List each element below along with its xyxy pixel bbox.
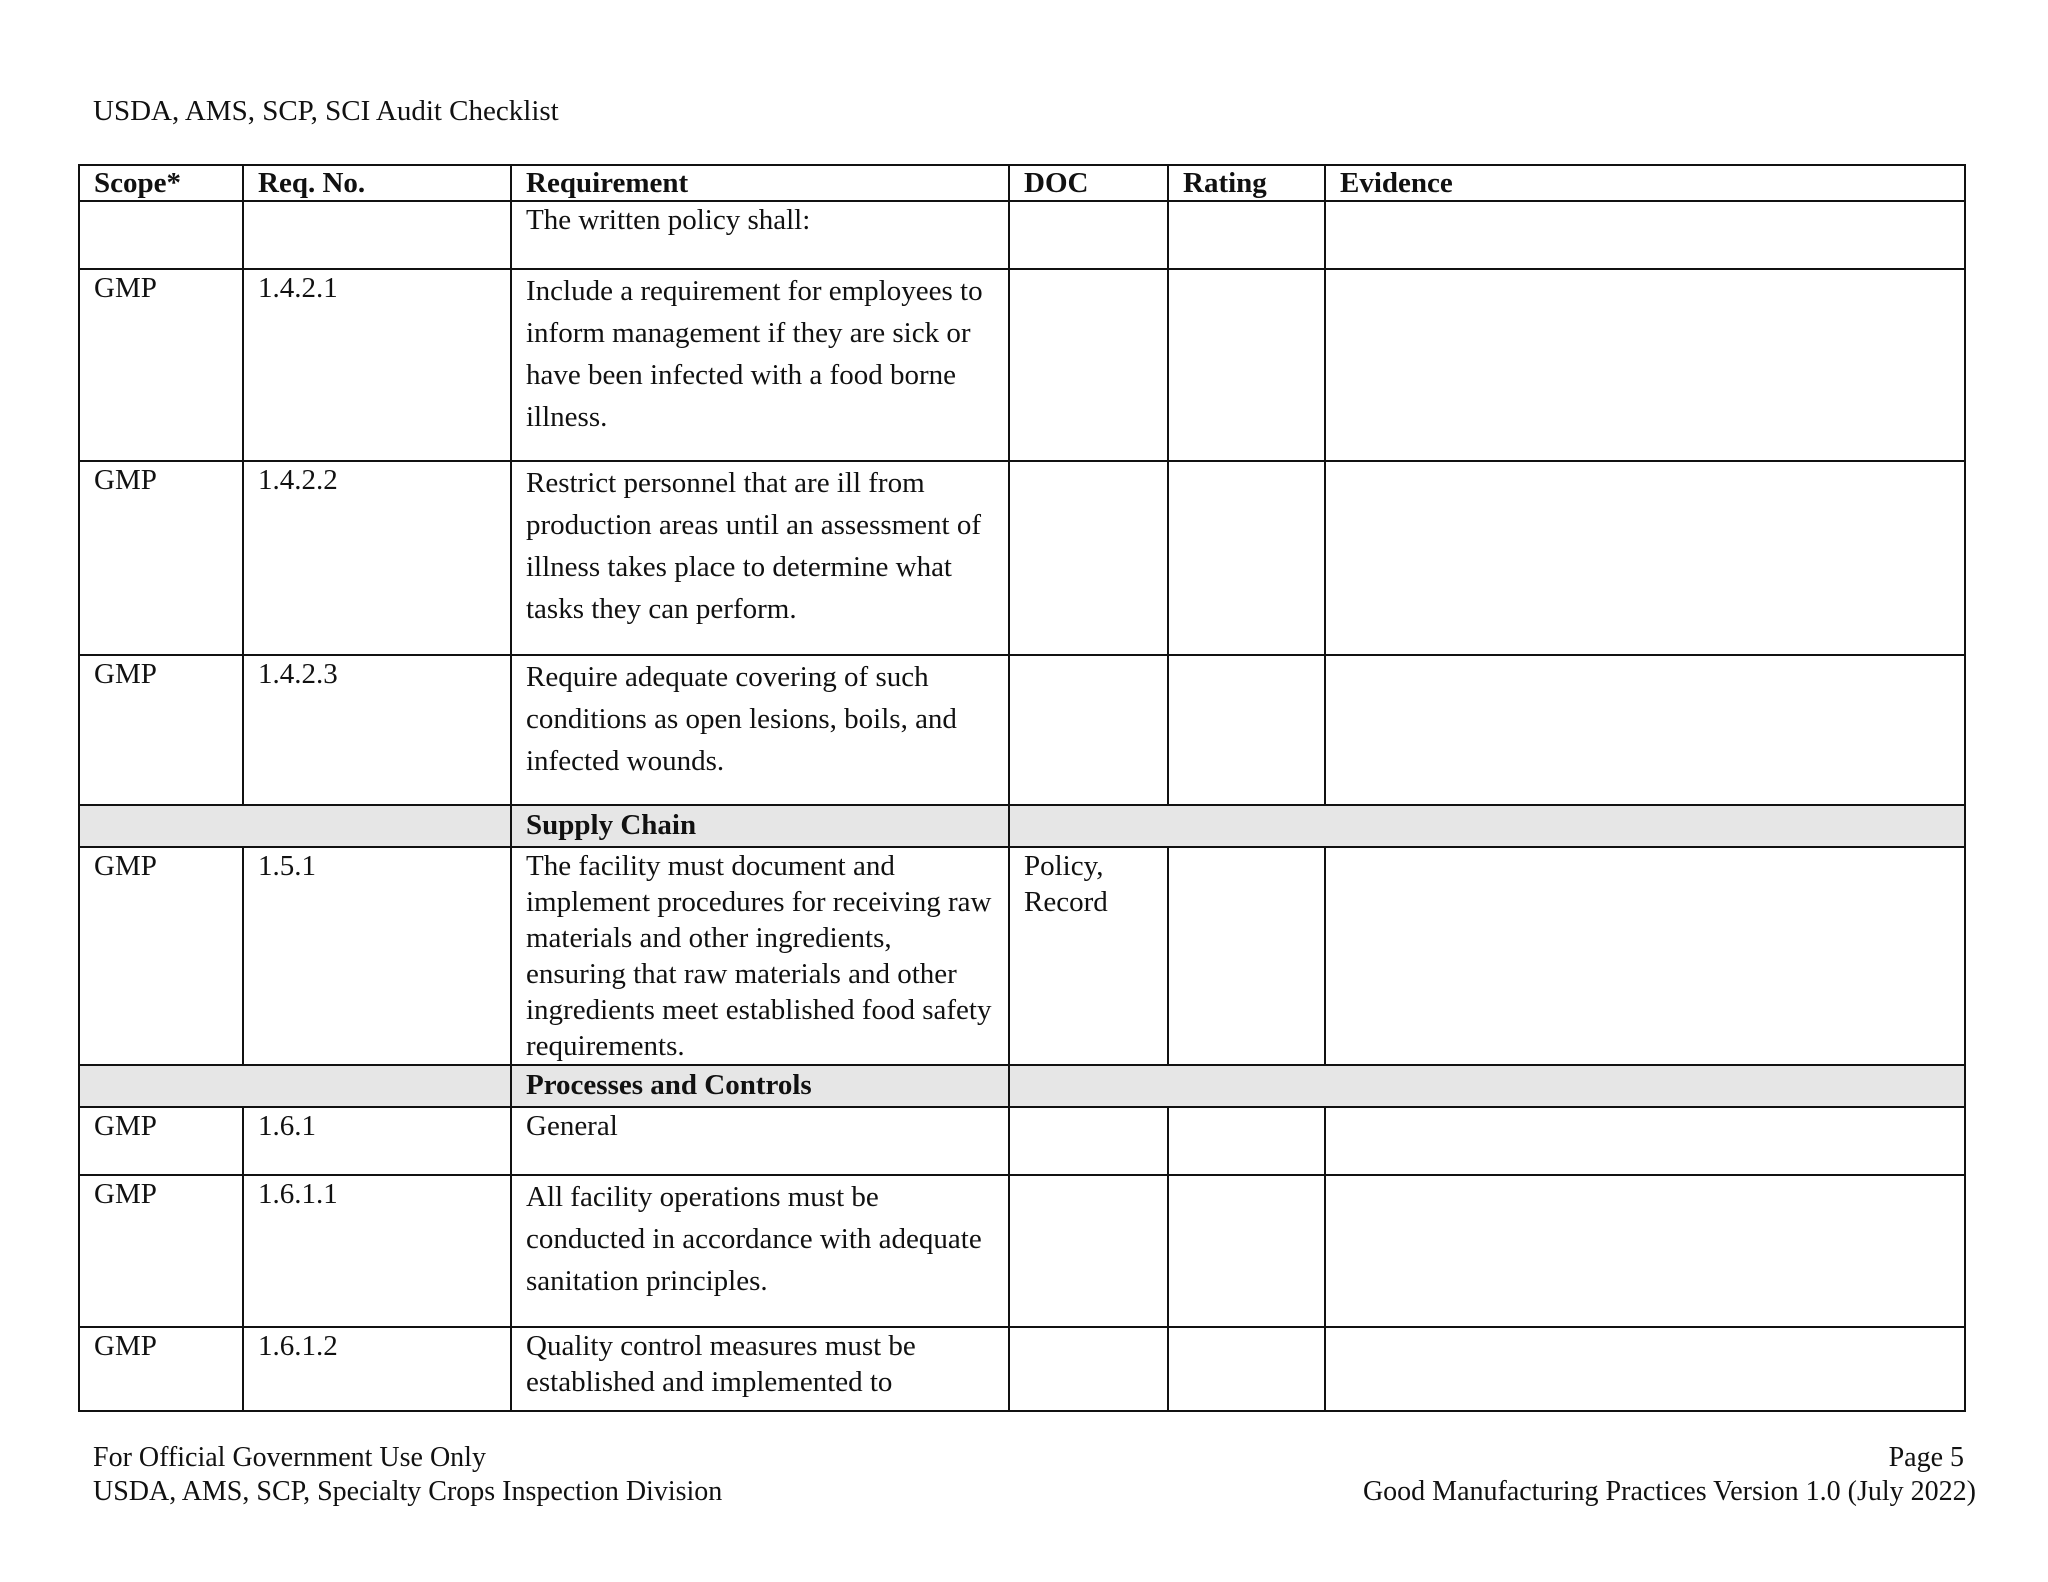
- req-no-cell: 1.6.1: [243, 1107, 511, 1175]
- section-spacer: [79, 805, 511, 847]
- section-row-supply-chain: [79, 805, 1965, 847]
- table-row: [79, 461, 1965, 655]
- column-header-evidence: Evidence: [1325, 165, 1965, 201]
- table-header-row: [79, 165, 1965, 201]
- section-title: Processes and Controls: [511, 1065, 1009, 1107]
- doc-cell: [1009, 1107, 1168, 1175]
- evidence-cell[interactable]: [1325, 847, 1965, 1065]
- table-row: [79, 847, 1965, 1065]
- section-row-processes-and-controls: [79, 1065, 1965, 1107]
- section-spacer: [79, 1065, 511, 1107]
- req-no-cell: 1.6.1.2: [243, 1327, 511, 1411]
- table-row: [79, 1175, 1965, 1327]
- evidence-cell[interactable]: [1325, 1327, 1965, 1411]
- requirement-cell: The facility must document and implement procedures for receiving raw materials and other ingredients, ensuring that raw materials and other ingredients meet established food safety requirements.: [511, 847, 1009, 1065]
- doc-cell: Policy, Record: [1009, 847, 1168, 1065]
- footer-division: USDA, AMS, SCP, Specialty Crops Inspection Division: [93, 1476, 723, 1507]
- scope-cell: GMP: [79, 655, 243, 805]
- req-no-cell: 1.4.2.3: [243, 655, 511, 805]
- table-row: [79, 655, 1965, 805]
- evidence-cell[interactable]: [1325, 201, 1965, 269]
- rating-cell[interactable]: [1168, 461, 1325, 655]
- requirement-cell: All facility operations must be conducted in accordance with adequate sanitation principles.: [511, 1175, 1009, 1327]
- footer-official-use: For Official Government Use Only: [93, 1442, 486, 1473]
- footer-left: [93, 1441, 722, 1509]
- column-header-rating: Rating: [1168, 165, 1325, 201]
- footer-right: [1363, 1441, 1976, 1509]
- doc-cell: [1009, 1175, 1168, 1327]
- rating-cell[interactable]: [1168, 1175, 1325, 1327]
- doc-cell: [1009, 655, 1168, 805]
- req-no-cell: 1.4.2.1: [243, 269, 511, 461]
- doc-cell: [1009, 201, 1168, 269]
- evidence-cell[interactable]: [1325, 461, 1965, 655]
- req-no-cell: 1.6.1.1: [243, 1175, 511, 1327]
- document-header: USDA, AMS, SCP, SCI Audit Checklist: [93, 95, 559, 127]
- requirement-cell: Include a requirement for employees to inform management if they are sick or have been infected with a food borne illness.: [511, 269, 1009, 461]
- column-header-requirement: Requirement: [511, 165, 1009, 201]
- requirement-cell: Restrict personnel that are ill from production areas until an assessment of illness takes place to determine what tasks they can perform.: [511, 461, 1009, 655]
- scope-cell: [79, 201, 243, 269]
- requirement-cell: The written policy shall:: [511, 201, 1009, 269]
- rating-cell[interactable]: [1168, 1107, 1325, 1175]
- column-header-req-no: Req. No.: [243, 165, 511, 201]
- requirement-cell: Quality control measures must be established and implemented to: [511, 1327, 1009, 1411]
- audit-checklist-table: [78, 164, 1966, 1412]
- requirement-cell: Require adequate covering of such conditions as open lesions, boils, and infected wounds.: [511, 655, 1009, 805]
- evidence-cell[interactable]: [1325, 1107, 1965, 1175]
- section-spacer: [1009, 1065, 1965, 1107]
- doc-cell: [1009, 269, 1168, 461]
- page-number: Page 5: [1888, 1442, 1964, 1473]
- req-no-cell: [243, 201, 511, 269]
- evidence-cell[interactable]: [1325, 1175, 1965, 1327]
- scope-cell: GMP: [79, 461, 243, 655]
- table-row: [79, 1107, 1965, 1175]
- requirement-cell: General: [511, 1107, 1009, 1175]
- rating-cell[interactable]: [1168, 1327, 1325, 1411]
- rating-cell[interactable]: [1168, 655, 1325, 805]
- table-row: [79, 1327, 1965, 1411]
- scope-cell: GMP: [79, 1107, 243, 1175]
- req-no-cell: 1.5.1: [243, 847, 511, 1065]
- doc-cell: [1009, 461, 1168, 655]
- doc-cell: [1009, 1327, 1168, 1411]
- req-no-cell: 1.4.2.2: [243, 461, 511, 655]
- scope-cell: GMP: [79, 847, 243, 1065]
- rating-cell[interactable]: [1168, 201, 1325, 269]
- column-header-doc: DOC: [1009, 165, 1168, 201]
- footer-version: Good Manufacturing Practices Version 1.0 (July 2022): [1362, 1476, 1976, 1507]
- scope-cell: GMP: [79, 1175, 243, 1327]
- section-title: Supply Chain: [511, 805, 1009, 847]
- rating-cell[interactable]: [1168, 847, 1325, 1065]
- table-row: [79, 201, 1965, 269]
- table-row: [79, 269, 1965, 461]
- scope-cell: GMP: [79, 269, 243, 461]
- column-header-scope: Scope*: [79, 165, 243, 201]
- evidence-cell[interactable]: [1325, 269, 1965, 461]
- rating-cell[interactable]: [1168, 269, 1325, 461]
- evidence-cell[interactable]: [1325, 655, 1965, 805]
- scope-cell: GMP: [79, 1327, 243, 1411]
- section-spacer: [1009, 805, 1965, 847]
